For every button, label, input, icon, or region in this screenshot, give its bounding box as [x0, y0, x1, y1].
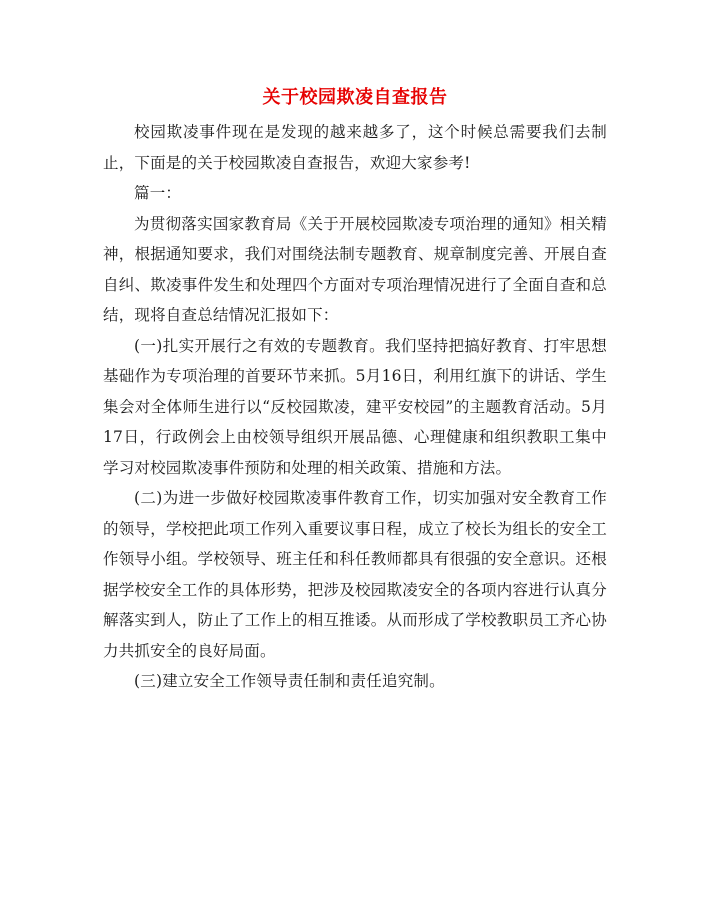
document-body: [103, 117, 607, 697]
paragraph-item-3: (三)建立安全工作领导责任制和责任追究制。: [134, 672, 445, 690]
paragraph-background: 为贯彻落实国家教育局《关于开展校园欺凌专项治理的通知》相关精神，根据通知要求，我们对围绕法制专题教育、规章制度完善、开展自查自纠、欺凌事件发生和处理四个方面对专项治理情况进行了全面自查和总结，现将自查总结情况汇报如下：: [103, 214, 607, 324]
paragraph-item-1: (一)扎实开展行之有效的专题教育。我们坚持把搞好教育、打牢思想基础作为专项治理的首要环节来抓。5月16日，利用红旗下的讲话、学生集会对全体师生进行以“反校园欺凌，建平安校园”的主题教育活动。5月17日，行政例会上由校领导组织开展品德、心理健康和组织教职工集中学习对校园欺凌事件预防和处理的相关政策、措施和方法。: [103, 336, 607, 477]
document-title: 关于校园欺凌自查报告: [262, 87, 448, 108]
paragraph-section-label: 篇一：: [134, 184, 182, 202]
paragraph-item-2: (二)为进一步做好校园欺凌事件教育工作，切实加强对安全教育工作的领导，学校把此项工作列入重要议事日程，成立了校长为组长的安全工作领导小组。学校领导、班主任和科任教师都具有很强的安全意识。还根据学校安全工作的具体形势，把涉及校园欺凌安全的各项内容进行认真分解落实到人，防止了工作上的相互推诿。从而形成了学校教职员工齐心协力共抓安全的良好局面。: [103, 489, 607, 660]
paragraph-intro: 校园欺凌事件现在是发现的越来越多了，这个时候总需要我们去制止，下面是的关于校园欺凌自查报告，欢迎大家参考!: [103, 123, 607, 172]
